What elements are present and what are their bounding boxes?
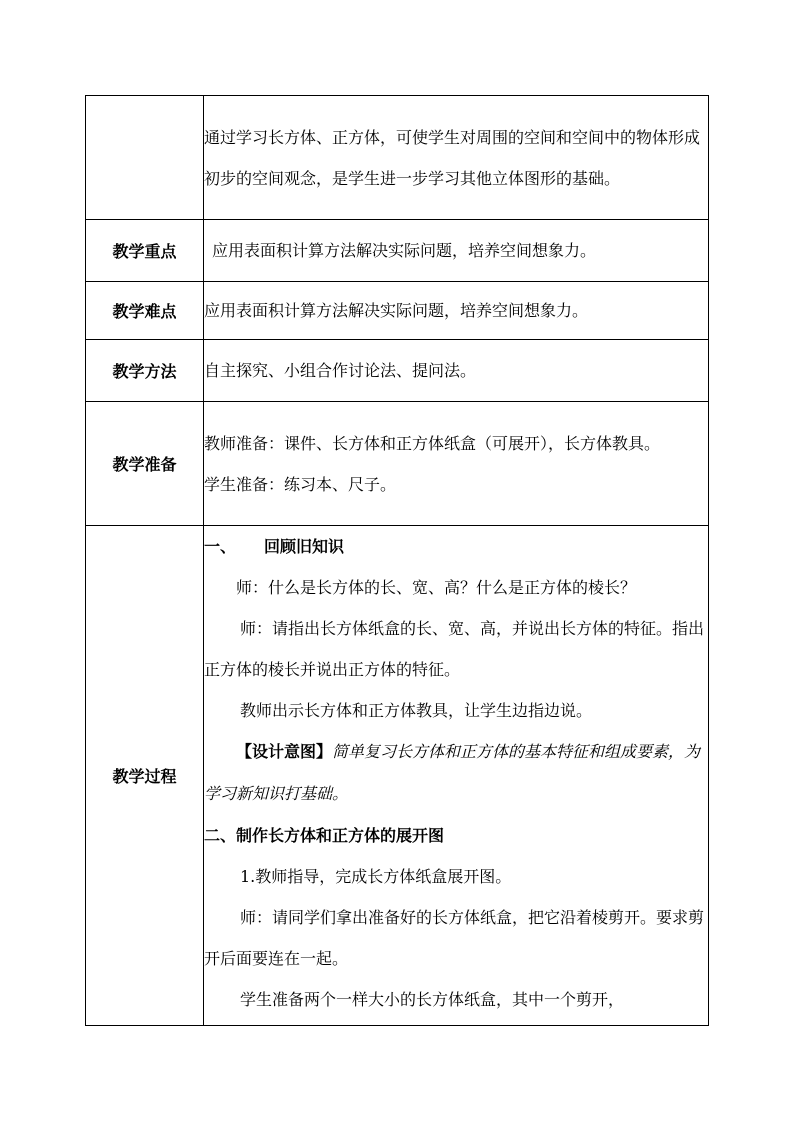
key-point-label: 教学重点 <box>86 220 204 282</box>
intro-text <box>204 96 709 220</box>
lesson-plan-table <box>85 95 709 1026</box>
design-intent-tag: 【设计意图】 <box>236 742 333 761</box>
difficulty-cell <box>204 282 709 340</box>
section-one-title: 回顾旧知识 <box>264 537 345 556</box>
process-paragraph-6: 学生准备两个一样大小的长方体纸盒，其中一个剪开， <box>240 990 625 1009</box>
method-cell <box>204 340 709 402</box>
key-point-cell <box>204 220 709 282</box>
difficulty-text: 应用表面积计算方法解决实际问题，培养空间想象力。 <box>204 301 589 320</box>
process-paragraph-5: 师：请同学们拿出准备好的长方体纸盒，把它沿着棱剪开。要求剪开后面要连在一起。 <box>204 908 705 968</box>
intro-row <box>86 96 709 220</box>
process-cell <box>204 526 709 1026</box>
key-point-row <box>86 220 709 282</box>
difficulty-label: 教学难点 <box>86 282 204 340</box>
process-paragraph-4: 1.教师指导，完成长方体纸盒展开图。 <box>240 867 512 886</box>
design-intent <box>204 731 708 815</box>
process-label: 教学过程 <box>86 526 204 1026</box>
process-row <box>86 526 709 1026</box>
student-preparation: 学生准备：练习本、尺子。 <box>204 474 397 494</box>
section-one-number: 一、 <box>204 537 237 556</box>
design-intent-text: 简单复习长方体和正方体的基本特征和组成要素，为学习新知识打基础。 <box>204 744 701 803</box>
key-point-text: 应用表面积计算方法解决实际问题，培养空间想象力。 <box>212 241 597 260</box>
preparation-cell <box>204 402 709 526</box>
process-paragraph-2: 师：请指出长方体纸盒的长、宽、高，并说出长方体的特征。指出正方体的棱长并说出正方体的特征。 <box>204 619 705 679</box>
intro-label <box>86 96 204 220</box>
preparation-row <box>86 402 709 526</box>
section-one-heading <box>204 526 708 567</box>
method-row <box>86 340 709 402</box>
method-text: 自主探究、小组合作讨论法、提问法。 <box>204 361 477 380</box>
preparation-label: 教学准备 <box>86 402 204 526</box>
method-label: 教学方法 <box>86 340 204 402</box>
process-paragraph-3: 教师出示长方体和正方体教具，让学生边指边说。 <box>240 701 593 720</box>
intro-paragraph: 通过学习长方体、正方体，可使学生对周围的空间和空间中的物体形成初步的空间观念，是学生进一步学习其他立体图形的基础。 <box>204 127 701 188</box>
process-paragraph-1: 师：什么是长方体的长、宽、高？什么是正方体的棱长？ <box>236 578 637 597</box>
difficulty-row <box>86 282 709 340</box>
teacher-preparation: 教师准备：课件、长方体和正方体纸盒（可展开），长方体教具。 <box>204 433 661 453</box>
section-two-heading: 二、制作长方体和正方体的展开图 <box>204 826 445 845</box>
